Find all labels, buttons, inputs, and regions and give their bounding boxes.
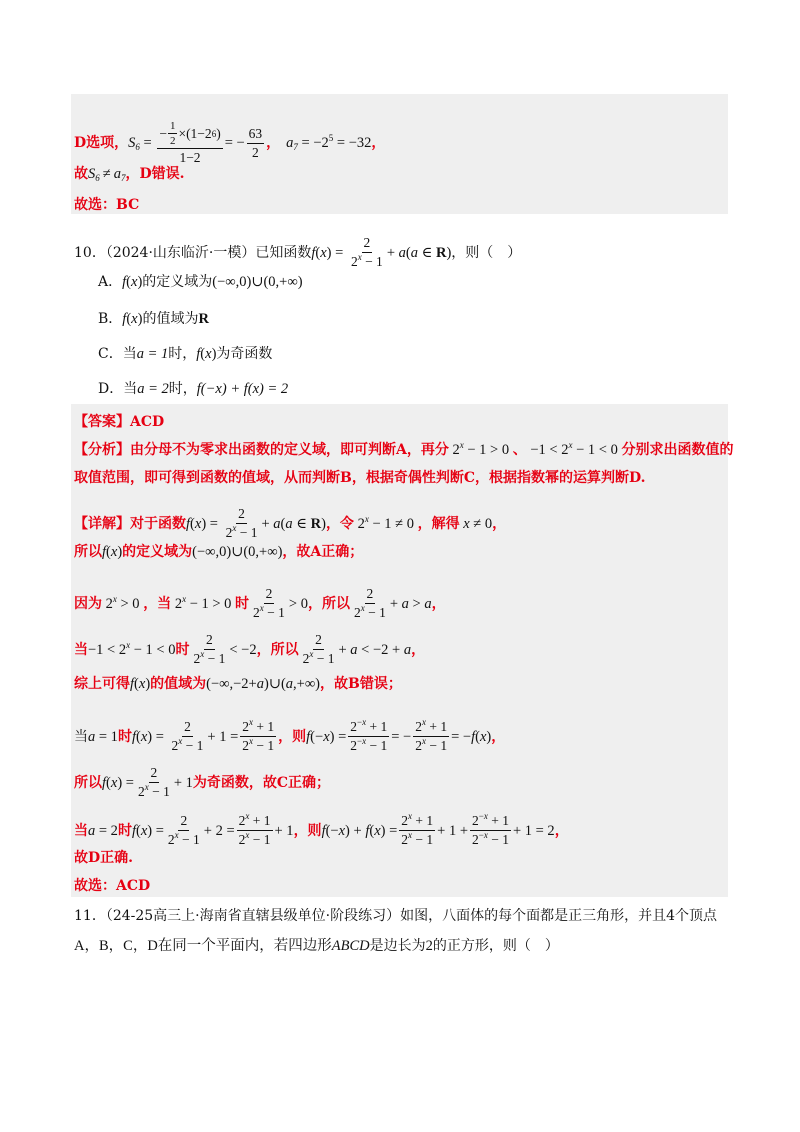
q10-option-c: C．当 a = 1 时， f(x) 为奇函数 [98,346,273,362]
choose-bc: 故选：BC [74,197,140,213]
detail-line-2: 所以 f(x) 的定义域为 (−∞,0)∪(0,+∞) ，故A正确； [74,544,364,560]
q10-option-d: D．当 a = 2 时， f(−x) + f(x) = 2 [98,381,289,397]
q11-line-1: 11．（24-25高三上·海南省直辖县级单位·阶段练习）如图，八面体的每个面都是正三角形，并且4个顶点 [74,908,717,924]
d-option-line: D选项， $S_6$ = − $\frac{1}{2}$ ×(1−2 6 ) 1−2 = − $\frac{63}{2}$ ， $a_7$ = $-2^5 = -32$ ， [74,120,386,165]
detail-line-3: 因为 $2^x > 0$ ，当 $2^x - 1 > 0$ 时 $\frac{2}{2^x - 1}$ > 0 ，所以 $\frac{2}{2^x - 1}$ + a > a ， [74,586,446,620]
choose-acd: 故选：ACD [74,878,151,894]
detail-line-4: 当 $-1 < 2^x - 1 < 0$ 时 $\frac{2}{2^x - 1}$ < −2 ，所以 $\frac{2}{2^x - 1}$ + a < −2 + a ， [74,632,426,666]
q10-stem: 10．（2024·山东临沂·一模）已知函数 f(x) = $\frac{2}{2^x - 1}$ + a(a ∈ R) ，则（ ） [74,235,522,269]
d-option-prefix: D选项， [74,135,129,151]
q10-option-a: A． f(x) 的定义域为 (−∞,0)∪(0,+∞) [98,274,303,290]
detail-line-7: 所以 f(x) = $\frac{2}{2^x - 1}$ + 1 为奇函数，故C正确； [74,765,331,799]
q10-option-b: B． f(x) 的值域为 R [98,311,209,327]
detail-line-9: 故D正确. [74,850,134,866]
answer-line: 【答案】ACD [74,414,165,430]
detail-line-8: 当 a = 2 时 f(x) = $\frac{2}{2^x - 1}$ + 2 = $\frac{2^x + 1}{2^x - 1}$ + 1 ，则 f(−x) + f(x) = $\frac{2^x + 1}{2^x - 1}$ + 1 + $\frac{2^{-x} + 1}{2^{-x} - 1}$ + 1 = 2 ， [74,811,569,847]
s6-fraction: − $\frac{1}{2}$ ×(1−2 6 ) 1−2 [159,120,221,165]
d-conclusion-line: 故 $S_6$ ≠ $a_7$ ，D错误. [74,166,185,183]
detail-line-6: 当 a = 1 时 f(x) = $\frac{2}{2^x - 1}$ + 1 = $\frac{2^x + 1}{2^x - 1}$ ，则 f(−x) = $\frac{2^{-x} + 1}{2^{-x} - 1}$ = − $\frac{2^x + 1}{2^x - 1}$ = −f(x) ， [74,717,506,753]
detail-line-5: 综上可得 f(x) 的值域为 (−∞,−2+a)∪(a,+∞) ，故B错误； [74,676,402,692]
detail-line-1: 【详解】对于函数 f(x) = $\frac{2}{2^x - 1}$ + a(a ∈ R) ，令 $2^x - 1 \ne 0$ ，解得 x ≠ 0 ， [74,506,507,540]
analysis-line-2: 取值范围，即可得到函数的值域，从而判断B，根据奇偶性判断C，根据指数幂的运算判断D. [74,470,646,486]
analysis-line-1: 【分析】由分母不为零求出函数的定义域，即可判断A，再分 $2^x - 1 > 0$ 、 $-1 < 2^x - 1 < 0$ 分别求出函数值的 [74,440,734,458]
q11-line-2: A，B，C，D在同一个平面内，若四边形 ABCD 是边长为 2 的正方形，则（ ） [74,938,559,954]
